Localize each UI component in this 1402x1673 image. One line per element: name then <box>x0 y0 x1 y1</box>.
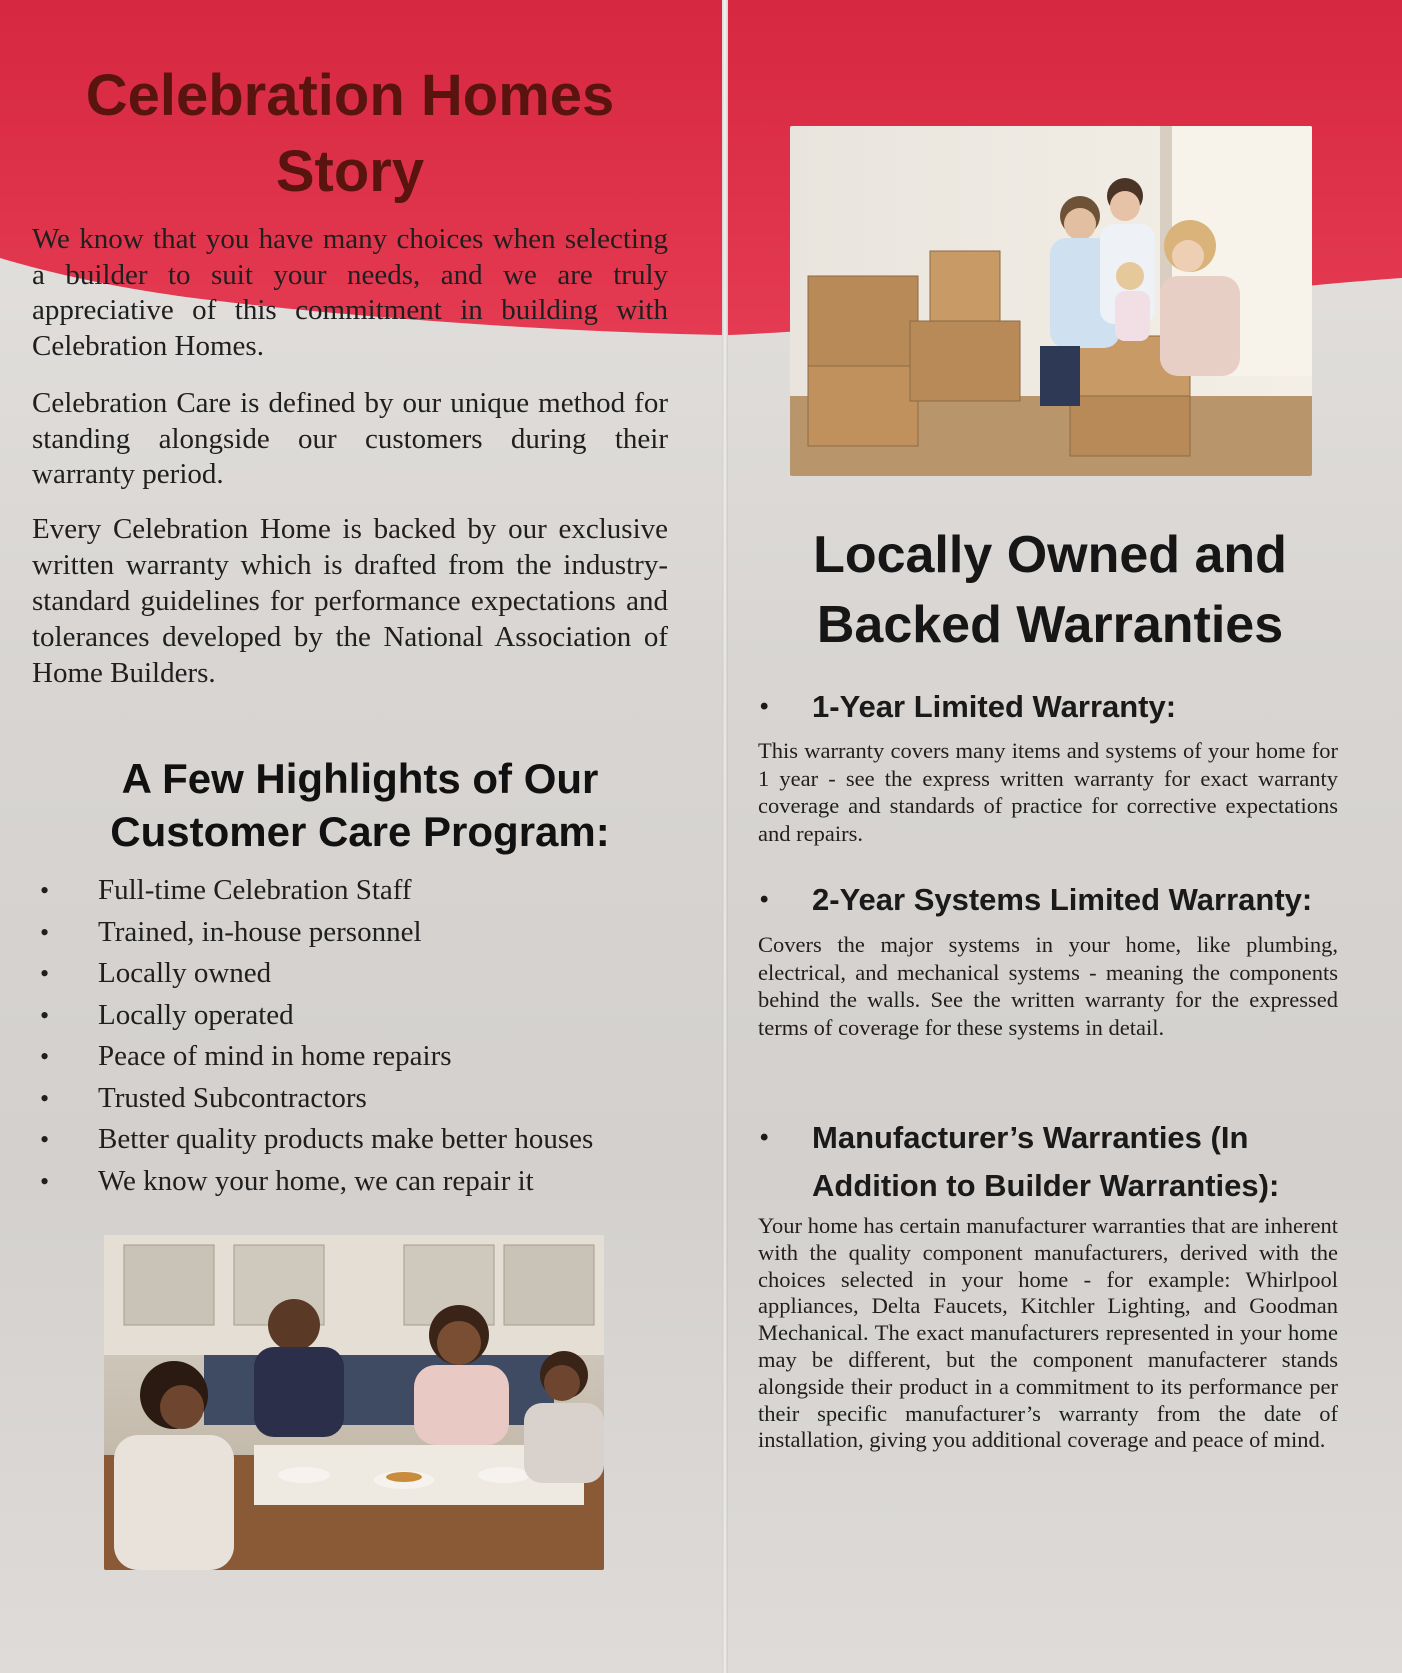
highlights-list <box>36 870 676 1202</box>
one-year-warranty-text: This warranty covers many items and systems of your home for 1 year - see the express written warranty for exact warranty coverage and standards of practice for corrective expectations and repairs. <box>758 738 1338 846</box>
celebration-care-paragraph: Celebration Care is defined by our unique method for standing alongside our customers during their warranty period. <box>32 387 668 490</box>
bullet-icon: • <box>40 1000 50 1030</box>
list-item <box>36 1078 676 1120</box>
list-item-label: Locally owned <box>98 957 272 989</box>
bullet-icon: • <box>760 886 769 913</box>
bullet-icon: • <box>40 876 50 905</box>
list-item-label: Trusted Subcontractors <box>98 1081 367 1114</box>
list-item <box>36 1161 676 1203</box>
highlights-heading-line-1: A Few Highlights of Our <box>121 755 599 802</box>
bullet-icon: • <box>40 959 50 988</box>
bullet-icon: • <box>40 1083 50 1113</box>
list-item-label: We know your home, we can repair it <box>98 1164 534 1197</box>
highlights-heading <box>40 752 680 858</box>
moving-family-photo <box>790 126 1312 476</box>
story-title-line-1: Celebration Homes <box>85 63 615 128</box>
highlights-heading-line-2: Customer Care Program: <box>110 808 610 855</box>
two-year-warranty-heading <box>760 876 1350 924</box>
warranty-paragraph: Every Celebration Home is backed by our exclusive written warranty which is drafted from the industry-standard guidelines for performance expectations and tolerances developed by the National Association of Home Builders. <box>32 513 668 689</box>
intro-paragraph: We know that you have many choices when selecting a builder to suit your needs, and we are truly appreciative of this commitment in building with Celebration Homes. <box>32 223 668 362</box>
list-item <box>36 1119 676 1161</box>
list-item <box>36 870 676 912</box>
bullet-icon: • <box>40 1125 50 1154</box>
list-item-label: Full-time Celebration Staff <box>98 874 412 906</box>
one-year-warranty-heading <box>760 683 1350 731</box>
bullet-icon: • <box>40 1166 50 1196</box>
manufacturer-warranty-heading <box>760 1114 1350 1210</box>
warranties-heading-line-1: Locally Owned and <box>813 526 1287 584</box>
list-item <box>36 995 676 1037</box>
list-item-label: Peace of mind in home repairs <box>98 1040 452 1072</box>
bullet-icon: • <box>40 917 50 947</box>
list-item-label: Better quality products make better houses <box>98 1123 594 1155</box>
list-item <box>36 1036 676 1078</box>
heading-label: 1-Year Limited Warranty: <box>812 689 1177 724</box>
panel-fold <box>722 0 728 1673</box>
manufacturer-warranty-text: Your home has certain manufacturer warranties that are inherent with the quality component manufacturers, derived with the choices selected in your home - for example: Whirlpool appliances, Delta Faucets, Kitchler Lighting, and Goodman Mechanical. The exact manufacturers represented in your home may be different, but the component manufacterer stands alongside their product in a commitment to its performance per their specific manufacturer’s warranty from the date of installation, giving you additional coverage and peace of mind. <box>758 1213 1338 1453</box>
list-item-label: Locally operated <box>98 998 294 1031</box>
bullet-icon: • <box>760 693 769 720</box>
family-dinner-photo <box>104 1235 604 1570</box>
two-year-warranty-text: Covers the major systems in your home, like plumbing, electrical, and mechanical systems - meaning the components behind the walls. See the written warranty for the expressed terms of coverage for these systems in detail. <box>758 932 1338 1040</box>
list-item-label: Trained, in-house personnel <box>98 915 422 948</box>
story-title <box>30 58 670 210</box>
warranties-heading-line-2: Backed Warranties <box>816 596 1284 654</box>
heading-label: Manufacturer’s Warranties (In Addition to Builder Warranties): <box>812 1120 1280 1203</box>
heading-label: 2-Year Systems Limited Warranty: <box>812 882 1313 917</box>
story-title-line-2: Story <box>275 139 425 204</box>
bullet-icon: • <box>40 1042 50 1071</box>
list-item <box>36 953 676 995</box>
bullet-icon: • <box>760 1124 769 1151</box>
warranties-heading <box>760 520 1340 660</box>
list-item <box>36 912 676 954</box>
